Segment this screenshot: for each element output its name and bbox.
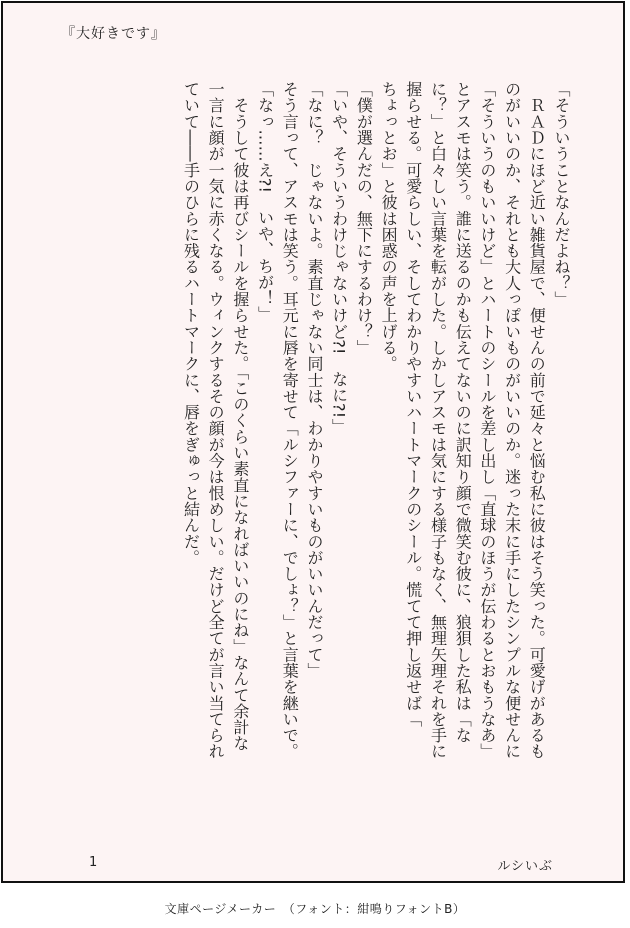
text-line: 「そういうのもいいけど」とハートのシールを差し出し「直球のほうが伝わるとおもうなあ」 xyxy=(477,81,497,760)
text-line: 握らせる。可愛らしい、そしてわかりやすいハートマークのシール。慌てて押し返せば「 xyxy=(403,81,423,727)
text-line: 「なに？ じゃないよ。素直じゃない同士は、わかりやすいものがいいんだって」 xyxy=(304,81,324,679)
text-line: ＲＡＤにほど近い雑貨屋で、便せんの前で延々と悩む私に彼はそう笑った。可愛げがあるも xyxy=(527,81,547,760)
text-line: ていて――手のひらに残るハートマークに、唇をぎゅっと結んだ。 xyxy=(181,81,201,566)
text-line: 「僕が選んだの、無下にするわけ？」 xyxy=(354,81,374,356)
text-line: そう言って、アスモは笑う。耳元に唇を寄せて「ルシファーに、でしょ？」と言葉を継いで。 xyxy=(280,81,300,760)
book-page xyxy=(1,1,625,883)
text-line: に？」と白々しい言葉を転がした。しかしアスモは気にする様子もなく、無理矢理それを手に xyxy=(428,81,448,760)
text-line: ちょっとお」と彼は困惑の声を上げる。 xyxy=(379,81,399,372)
footer-credit: 文庫ページメーカー （フォント：紺鳴りフォントB） xyxy=(164,902,466,916)
page-number: 1 xyxy=(89,855,98,870)
text-line: 「なっ……え?! いや、ちが！」 xyxy=(255,81,275,323)
text-line: 一言に顔が一気に赤くなる。ウィンクするその顔が今は恨めしい。だけど全てが言い当てられ xyxy=(206,81,226,760)
text-line: とアスモは笑う。誰に送るのかも伝えてないのに訳知り顔で微笑む彼に、狼狽した私は「な xyxy=(453,81,473,744)
text-line: 「いや、そういうわけじゃないけど?! なに?!」 xyxy=(329,81,349,435)
text-line: そうして彼は再びシールを握らせた。「このくらい素直になればいいのにね」なんて余計な xyxy=(230,81,250,752)
text-line: 「そういうことなんだよね？」 xyxy=(552,81,571,308)
author-name: ルシいぶ xyxy=(497,859,553,874)
vertical-body-text xyxy=(178,81,573,841)
text-line: のがいいのか、それとも大人っぽいものがいいのか。迷った末に手にしたシンプルな便せんに xyxy=(502,81,522,760)
page-title: 『大好きです』 xyxy=(61,26,166,42)
